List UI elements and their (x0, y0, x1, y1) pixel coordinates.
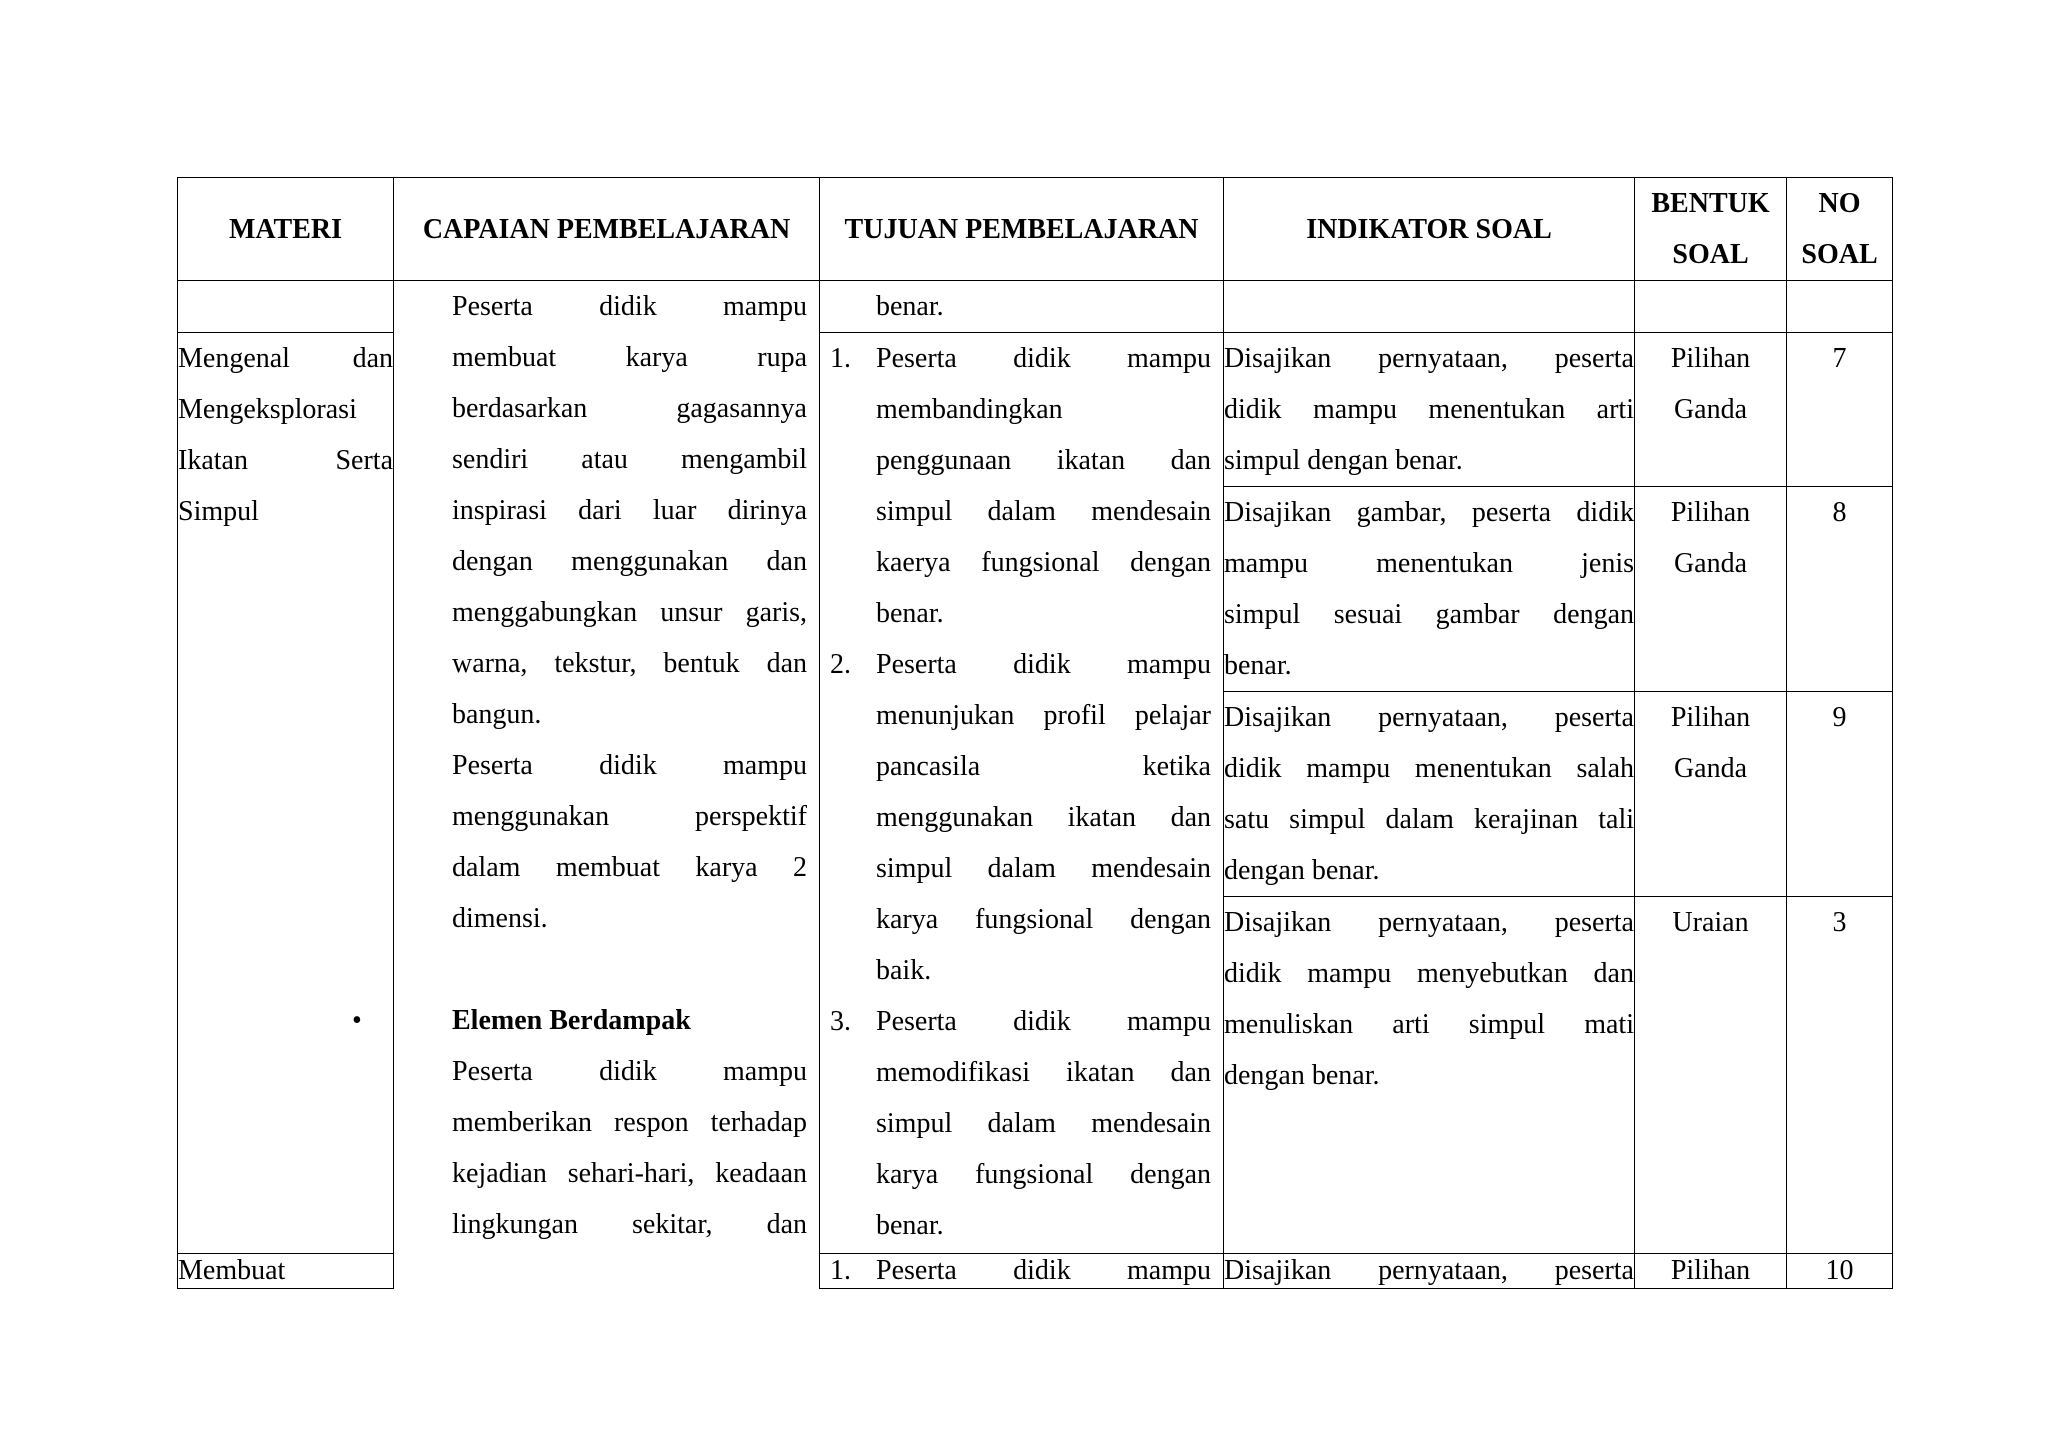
header-row (178, 178, 1893, 281)
header-bentuk-line-2: SOAL (1672, 239, 1749, 270)
no-soal-cell: 7 (1787, 333, 1893, 487)
materi-empty-cell (178, 281, 394, 333)
bentuk-soal-cell-next (1635, 1254, 1787, 1289)
indikator-cell (1224, 487, 1635, 692)
bentuk-line: Uraian (1672, 907, 1749, 938)
capaian-p2-line: dimensi. (452, 903, 548, 934)
tujuan-line: karya fungsional dengan (876, 1159, 1211, 1190)
indikator-cell (1224, 692, 1635, 897)
tujuan-line: pancasila ketika (876, 751, 1211, 782)
capaian-p1-line: menggabungkan unsur garis, (452, 597, 807, 628)
indikator-line: Disajikan pernyataan, peserta (1224, 343, 1634, 374)
indikator-line: simpul dengan benar. (1224, 445, 1463, 476)
indikator-cell (1224, 897, 1635, 1254)
capaian-spacer (394, 944, 819, 995)
capaian-p2-line: Peserta didik mampu (452, 750, 807, 781)
no-soal-cell: 9 (1787, 692, 1893, 897)
indikator-empty-cell (1224, 281, 1635, 333)
kisi-kisi-table (177, 177, 1893, 1289)
header-no-soal (1787, 178, 1893, 281)
indikator-line: Disajikan pernyataan, peserta (1224, 907, 1634, 938)
tujuan-line: kaerya fungsional dengan (876, 547, 1211, 578)
indikator-line: simpul sesuai gambar dengan (1224, 599, 1634, 630)
bentuk-line: Pilihan (1670, 343, 1751, 374)
tujuan-line: penggunaan ikatan dan (876, 445, 1211, 476)
capaian-cell (352, 281, 820, 1289)
bullet-icon: • (352, 1005, 362, 1036)
tujuan-line: benar. (876, 598, 944, 629)
indikator-cell-next (1224, 1254, 1635, 1289)
bentuk-line: Pilihan (1670, 497, 1751, 528)
header-tujuan-pembelajaran: TUJUAN PEMBELAJARAN (820, 178, 1224, 281)
tujuan-continuation-cell (820, 281, 1224, 333)
tujuan-line: menunjukan profil pelajar (876, 700, 1211, 731)
capaian-p3-line: memberikan respon terhadap (452, 1107, 807, 1138)
tujuan-line: Peserta didik mampu (876, 649, 1211, 680)
no-soal-cell: 3 (1787, 897, 1893, 1254)
bentuk-empty-cell (1635, 281, 1787, 333)
materi-cell-next (178, 1254, 394, 1289)
header-no-line-2: SOAL (1801, 239, 1878, 270)
tujuan-item-3 (820, 996, 1223, 1251)
bentuk-soal-cell (1635, 487, 1787, 692)
indikator-line: mampu menentukan jenis (1224, 548, 1634, 579)
tujuan-item-number: 2. (830, 649, 851, 680)
indikator-cell (1224, 333, 1635, 487)
indikator-line: Disajikan pernyataan, peserta (1224, 702, 1634, 733)
tujuan-line: baik. (876, 955, 932, 986)
tujuan-item-number: 1. (830, 343, 851, 374)
capaian-p1-line: warna, tekstur, bentuk dan (452, 648, 807, 679)
indikator-line: Disajikan pernyataan, peserta (1224, 1255, 1634, 1286)
header-materi: MATERI (178, 178, 394, 281)
tujuan-cell (820, 333, 1224, 1254)
bentuk-line: Pilihan (1670, 1255, 1751, 1286)
header-capaian-pembelajaran: CAPAIAN PEMBELAJARAN (394, 178, 820, 281)
bentuk-line: Ganda (1673, 753, 1748, 784)
tujuan-line: benar. (876, 1210, 944, 1241)
tujuan-cell-next (820, 1254, 1224, 1289)
bentuk-line: Ganda (1673, 548, 1748, 579)
indikator-line: Disajikan gambar, peserta didik (1224, 497, 1634, 528)
tujuan-item-next (820, 1254, 1223, 1288)
header-no-line-1: NO (1818, 188, 1861, 219)
capaian-paragraph-1 (394, 281, 819, 740)
materi-line: Membuat (178, 1255, 286, 1286)
capaian-p1-line: inspirasi dari luar dirinya (452, 495, 807, 526)
tujuan-line: Peserta didik mampu (876, 1255, 1211, 1286)
bentuk-soal-cell (1635, 333, 1787, 487)
capaian-p3-line: Peserta didik mampu (452, 1056, 807, 1087)
capaian-element-heading (352, 995, 819, 1046)
indikator-line: didik mampu menentukan salah (1224, 753, 1634, 784)
header-indikator-soal: INDIKATOR SOAL (1224, 178, 1635, 281)
materi-line: Simpul (178, 496, 259, 527)
tujuan-item-2 (820, 639, 1223, 996)
tujuan-continuation-text: benar. (876, 291, 944, 322)
bentuk-line: Ganda (1673, 394, 1748, 425)
tujuan-line: menggunakan ikatan dan (876, 802, 1211, 833)
tujuan-line: simpul dalam mendesain (876, 1108, 1211, 1139)
indikator-line: dengan benar. (1224, 1060, 1380, 1091)
indikator-line: menuliskan arti simpul mati (1224, 1009, 1634, 1040)
tujuan-line: simpul dalam mendesain (876, 853, 1211, 884)
tujuan-item-number: 3. (830, 1006, 851, 1037)
no-soal-value: 10 (1825, 1255, 1854, 1286)
capaian-p1-line: Peserta didik mampu (452, 291, 807, 322)
capaian-paragraph-2 (394, 740, 819, 944)
tujuan-line: Peserta didik mampu (876, 343, 1211, 374)
indikator-line: satu simpul dalam kerajinan tali (1224, 804, 1634, 835)
materi-line: Ikatan Serta (178, 445, 393, 476)
capaian-p3-line: lingkungan sekitar, dan (452, 1209, 807, 1240)
bentuk-soal-cell (1635, 897, 1787, 1254)
materi-line: Mengeksplorasi (178, 394, 357, 425)
tujuan-line: simpul dalam mendesain (876, 496, 1211, 527)
indikator-line: didik mampu menentukan arti (1224, 394, 1634, 425)
header-bentuk-soal (1635, 178, 1787, 281)
materi-line: Mengenal dan (178, 343, 393, 374)
tujuan-line: memodifikasi ikatan dan (876, 1057, 1211, 1088)
tujuan-item-number: 1. (830, 1255, 851, 1286)
capaian-p3-line: kejadian sehari-hari, keadaan (452, 1158, 807, 1189)
no-soal-cell-next (1787, 1254, 1893, 1289)
header-bentuk-line-1: BENTUK (1651, 188, 1770, 219)
no-soal-cell: 8 (1787, 487, 1893, 692)
tujuan-line: membandingkan (876, 394, 1063, 425)
capaian-p1-line: berdasarkan gagasannya (452, 393, 807, 424)
capaian-p1-line: sendiri atau mengambil (452, 444, 807, 475)
tujuan-line: karya fungsional dengan (876, 904, 1211, 935)
bentuk-line: Pilihan (1670, 702, 1751, 733)
capaian-paragraph-3 (394, 1046, 819, 1250)
capaian-p1-line: dengan menggunakan dan (452, 546, 807, 577)
bentuk-soal-cell (1635, 692, 1787, 897)
capaian-p2-line: dalam membuat karya 2 (452, 852, 807, 883)
continuation-row (178, 281, 1893, 333)
no-empty-cell (1787, 281, 1893, 333)
tujuan-line: Peserta didik mampu (876, 1006, 1211, 1037)
materi-cell (178, 333, 394, 1254)
element-berdampak-title: Elemen Berdampak (452, 1005, 691, 1036)
tujuan-item-1 (820, 333, 1223, 639)
indikator-line: dengan benar. (1224, 855, 1380, 886)
capaian-p1-line: membuat karya rupa (452, 342, 807, 373)
indikator-line: benar. (1224, 650, 1292, 681)
capaian-p2-line: menggunakan perspektif (452, 801, 807, 832)
indikator-line: didik mampu menyebutkan dan (1224, 958, 1634, 989)
capaian-p1-line: bangun. (452, 699, 542, 730)
